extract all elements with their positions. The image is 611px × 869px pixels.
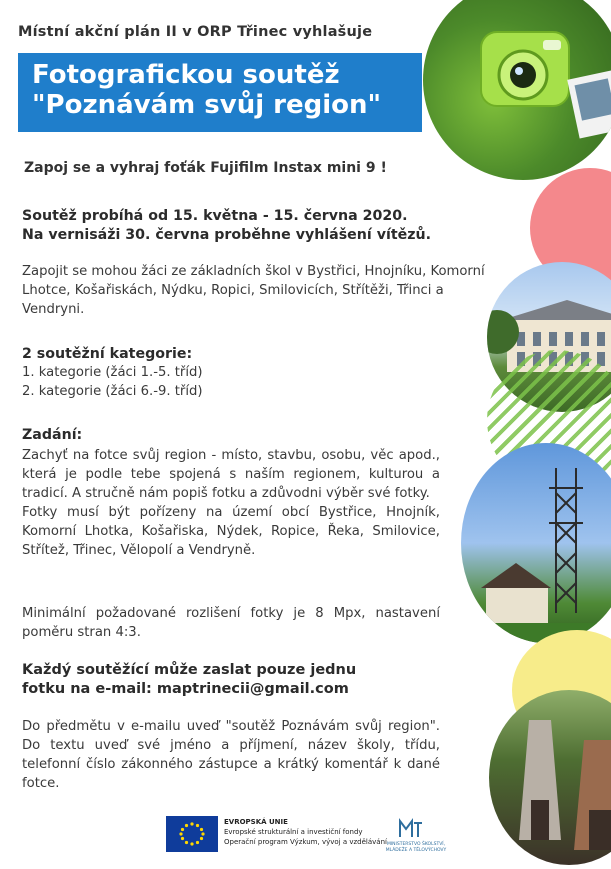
prize-lead: Zapoj se a vyhraj foťák Fujifilm Instax mini 9 ! bbox=[24, 160, 387, 176]
assignment-paragraph-2: Fotky musí být pořízeny na území obcí Bystřice, Hnojník, Komorní Lhotka, Košařiska, Nýdek, Ropice, Řeka, Smilovice, Střítež, Třinec, Vělopolí a Vendryně. bbox=[22, 505, 440, 558]
resolution-text: Minimální požadované rozlišení fotky je 8 Mpx, nastavení poměru stran 4:3. bbox=[22, 606, 440, 640]
eu-funding-text bbox=[224, 817, 387, 847]
submission-line1: Každý soutěžící může zaslat pouze jednu bbox=[22, 662, 357, 678]
assignment-heading: Zadání: bbox=[22, 427, 83, 443]
tower-icon bbox=[461, 443, 611, 643]
assignment-text bbox=[22, 446, 440, 560]
eligibility-text: Zapojit se mohou žáci ze základních škol v Bystřici, Hnojníku, Komorní Lhotce, Košařiskách, Nýdku, Ropici, Smilovicích, Střítěži, Třinci a Vendryni. bbox=[22, 264, 485, 317]
categories-heading: 2 soutěžní kategorie: bbox=[22, 346, 193, 362]
instax-camera-photo bbox=[423, 0, 611, 180]
category-item: 1. kategorie (žáci 1.-5. tříd) bbox=[22, 365, 203, 380]
contest-title-line2: "Poznávám svůj region" bbox=[32, 90, 382, 120]
contest-dates bbox=[22, 207, 492, 245]
dates-line1: Soutěž probíhá od 15. května - 15. června 2020. bbox=[22, 208, 408, 224]
dates-line2: Na vernisáži 30. června proběhne vyhlášení vítězů. bbox=[22, 227, 431, 243]
email-subject-instructions: Do předmětu v e-mailu uveď "soutěž Poznávám svůj region". Do textu uveď své jméno a příjmení, název školy, třídu, telefonní číslo zákonného zástupce a krátký komentář k dané fotce. bbox=[22, 719, 440, 791]
kiln-icon bbox=[489, 690, 611, 865]
submission-line2: fotku na e-mail: maptrinecii@gmail.com bbox=[22, 681, 349, 697]
organizer-line: Místní akční plán II v ORP Třinec vyhlašuje bbox=[18, 24, 373, 40]
contest-title bbox=[32, 60, 381, 120]
camera-icon bbox=[423, 0, 611, 180]
lime-kiln-photo bbox=[489, 690, 611, 865]
category-item: 2. kategorie (žáci 6.-9. tříd) bbox=[22, 384, 203, 399]
msmt-ministry-text: MINISTERSTVO ŠKOLSTVÍ, MLÁDEŽE A TĚLOVÝCHOVY bbox=[385, 842, 447, 853]
submission-info bbox=[22, 661, 442, 699]
msmt-logo-icon bbox=[398, 817, 424, 839]
eu-line1: EVROPSKÁ UNIE bbox=[224, 818, 288, 826]
eu-stars-icon bbox=[166, 816, 218, 852]
lookout-tower-photo bbox=[461, 443, 611, 643]
eu-line2: Evropské strukturální a investiční fondy bbox=[224, 828, 363, 836]
eu-line3: Operační program Výzkum, vývoj a vzdělávání bbox=[224, 838, 387, 846]
categories-list bbox=[22, 363, 203, 401]
assignment-paragraph-1: Zachyť na fotce svůj region - místo, stavbu, osobu, věc apod., která je podle tebe spojená s naším regionem, kulturou a tradicí. A stručně nám popiš fotku a zdůvodni výběr své fotky. bbox=[22, 448, 440, 501]
contest-title-line1: Fotografickou soutěž bbox=[32, 60, 340, 90]
eu-flag-logo bbox=[166, 816, 218, 852]
